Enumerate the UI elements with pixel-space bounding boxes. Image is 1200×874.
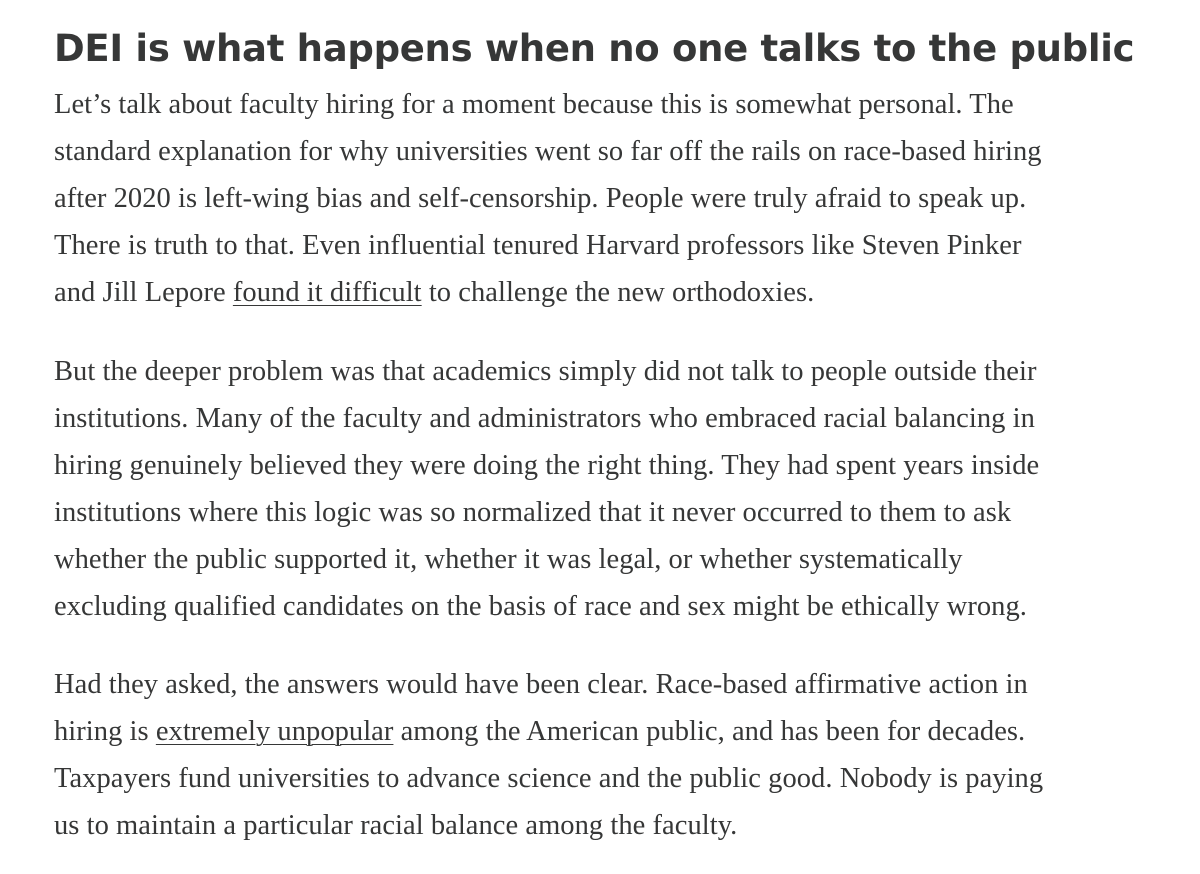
paragraph-line: standard explanation for why universities went so far off the rails on race-based hiring bbox=[54, 136, 1042, 167]
paragraph-line: Had they asked, the answers would have been clear. Race-based affirmative action in bbox=[54, 669, 1028, 700]
paragraph-line bbox=[54, 269, 1184, 316]
paragraph-line: us to maintain a particular racial balance among the faculty. bbox=[54, 810, 738, 841]
text-segment: and Jill Lepore bbox=[54, 277, 233, 308]
text-segment: to challenge the new orthodoxies. bbox=[421, 277, 815, 308]
paragraph-line: after 2020 is left-wing bias and self-censorship. People were truly afraid to speak up. bbox=[54, 183, 1027, 214]
paragraph-line: whether the public supported it, whether it was legal, or whether systematically bbox=[54, 544, 963, 575]
paragraph-3 bbox=[54, 661, 1184, 849]
article-title: DEI is what happens when no one talks to the public bbox=[54, 27, 1135, 70]
text-segment: among the American public, and has been for decades. bbox=[393, 716, 1026, 747]
paragraph-line: institutions. Many of the faculty and administrators who embraced racial balancing in bbox=[54, 403, 1035, 434]
paragraph-line: Let’s talk about faculty hiring for a moment because this is somewhat personal. The bbox=[54, 89, 1014, 120]
text-segment: hiring is bbox=[54, 716, 156, 747]
paragraph-line: institutions where this logic was so normalized that it never occurred to them to ask bbox=[54, 497, 1012, 528]
paragraph-line bbox=[54, 708, 1184, 755]
paragraph-1 bbox=[54, 81, 1184, 316]
paragraph-line: hiring genuinely believed they were doing the right thing. They had spent years inside bbox=[54, 450, 1040, 481]
paragraph-line: But the deeper problem was that academics simply did not talk to people outside their bbox=[54, 356, 1037, 387]
paragraph-line: Taxpayers fund universities to advance science and the public good. Nobody is paying bbox=[54, 763, 1044, 794]
found-it-difficult-link[interactable]: found it difficult bbox=[232, 277, 422, 308]
paragraph-line: excluding qualified candidates on the basis of race and sex might be ethically wrong. bbox=[54, 591, 1027, 622]
extremely-unpopular-link[interactable]: extremely unpopular bbox=[155, 716, 394, 747]
paragraph-line: There is truth to that. Even influential tenured Harvard professors like Steven Pinker bbox=[54, 230, 1022, 261]
paragraph-2 bbox=[54, 348, 1184, 630]
